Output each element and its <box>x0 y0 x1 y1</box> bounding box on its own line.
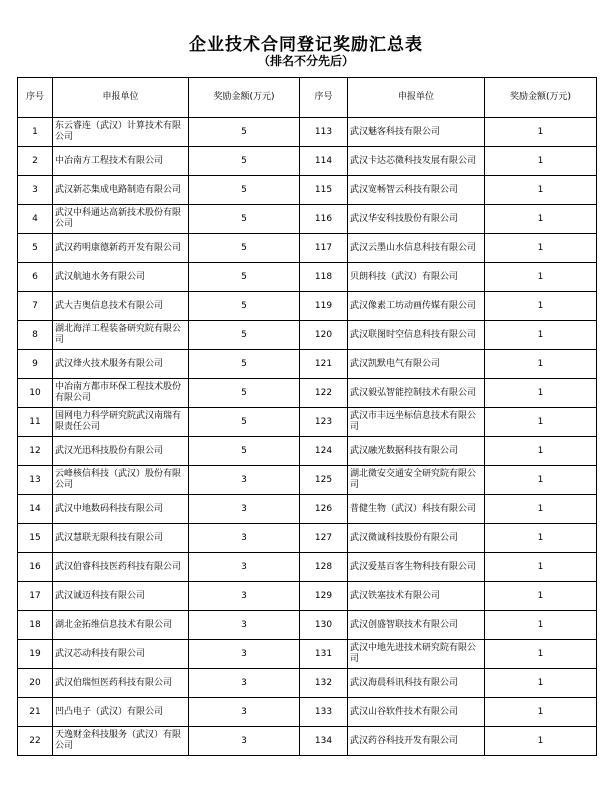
seq-number-cell: 1 <box>18 118 53 147</box>
applicant-unit-cell: 武汉烽火技术服务有限公司 <box>53 350 189 379</box>
award-amount-cell: 1 <box>485 321 597 350</box>
applicant-unit-cell: 湖北金拓维信息技术有限公司 <box>53 611 189 640</box>
award-amount-cell: 1 <box>485 176 597 205</box>
table-header-row <box>18 78 597 118</box>
applicant-unit-cell: 武大吉奥信息技术有限公司 <box>53 292 189 321</box>
applicant-unit-cell: 武汉航迪水务有限公司 <box>53 263 189 292</box>
applicant-unit-cell: 凹凸电子（武汉）有限公司 <box>53 698 189 727</box>
award-amount-cell: 1 <box>485 118 597 147</box>
award-amount-cell: 1 <box>485 495 597 524</box>
seq-number-cell: 7 <box>18 292 53 321</box>
award-amount-cell: 3 <box>189 582 300 611</box>
table-row <box>18 669 597 698</box>
applicant-unit-cell: 武汉新芯集成电路制造有限公司 <box>53 176 189 205</box>
seq-number-cell: 125 <box>300 466 348 495</box>
award-amount-cell: 1 <box>485 611 597 640</box>
award-amount-cell: 1 <box>485 292 597 321</box>
seq-number-cell: 114 <box>300 147 348 176</box>
applicant-unit-cell: 武汉药谷科技开发有限公司 <box>348 727 485 756</box>
header-unit-left: 申报单位 <box>53 78 189 118</box>
seq-number-cell: 120 <box>300 321 348 350</box>
award-amount-cell: 5 <box>189 292 300 321</box>
applicant-unit-cell: 武汉凯默电气有限公司 <box>348 350 485 379</box>
applicant-unit-cell: 武汉伯睿科技医药科技有限公司 <box>53 553 189 582</box>
page-subtitle: （排名不分先后） <box>257 54 354 68</box>
applicant-unit-cell: 武汉微诚科技股份有限公司 <box>348 524 485 553</box>
award-amount-cell: 5 <box>189 176 300 205</box>
applicant-unit-cell: 武汉宽畅智云科技有限公司 <box>348 176 485 205</box>
table-row <box>18 437 597 466</box>
award-amount-cell: 1 <box>485 640 597 669</box>
award-amount-cell: 1 <box>485 147 597 176</box>
seq-number-cell: 8 <box>18 321 53 350</box>
award-amount-cell: 5 <box>189 118 300 147</box>
award-amount-cell: 5 <box>189 205 300 234</box>
applicant-unit-cell: 武汉伯瑞恒医药科技有限公司 <box>53 669 189 698</box>
seq-number-cell: 121 <box>300 350 348 379</box>
seq-number-cell: 13 <box>18 466 53 495</box>
table-row <box>18 466 597 495</box>
applicant-unit-cell: 武汉芯动科技有限公司 <box>53 640 189 669</box>
seq-number-cell: 129 <box>300 582 348 611</box>
seq-number-cell: 124 <box>300 437 348 466</box>
page-title: 企业技术合同登记奖励汇总表 <box>189 35 423 55</box>
award-amount-cell: 3 <box>189 698 300 727</box>
award-amount-cell: 5 <box>189 408 300 437</box>
table-row <box>18 727 597 756</box>
header-amount-right: 奖励金额(万元) <box>485 78 597 118</box>
table-row <box>18 379 597 408</box>
seq-number-cell: 18 <box>18 611 53 640</box>
award-amount-cell: 3 <box>189 524 300 553</box>
header-unit-right: 申报单位 <box>348 78 485 118</box>
award-amount-cell: 1 <box>485 466 597 495</box>
table-row <box>18 582 597 611</box>
applicant-unit-cell: 东云睿连（武汉）计算技术有限公司 <box>53 118 189 147</box>
seq-number-cell: 11 <box>18 408 53 437</box>
award-amount-cell: 1 <box>485 582 597 611</box>
applicant-unit-cell: 武汉爱基百客生物科技有限公司 <box>348 553 485 582</box>
applicant-unit-cell: 武汉光迅科技股份有限公司 <box>53 437 189 466</box>
award-amount-cell: 1 <box>485 524 597 553</box>
seq-number-cell: 6 <box>18 263 53 292</box>
award-amount-cell: 3 <box>189 611 300 640</box>
seq-number-cell: 115 <box>300 176 348 205</box>
table-row <box>18 118 597 147</box>
applicant-unit-cell: 武汉云墨山水信息科技有限公司 <box>348 234 485 263</box>
seq-number-cell: 122 <box>300 379 348 408</box>
seq-number-cell: 17 <box>18 582 53 611</box>
seq-number-cell: 4 <box>18 205 53 234</box>
seq-number-cell: 131 <box>300 640 348 669</box>
applicant-unit-cell: 天逸财金科技服务（武汉）有限公司 <box>53 727 189 756</box>
seq-number-cell: 117 <box>300 234 348 263</box>
award-amount-cell: 5 <box>189 147 300 176</box>
applicant-unit-cell: 武汉联图时空信息科技有限公司 <box>348 321 485 350</box>
applicant-unit-cell: 武汉铁塞技术有限公司 <box>348 582 485 611</box>
table-row <box>18 408 597 437</box>
seq-number-cell: 118 <box>300 263 348 292</box>
seq-number-cell: 113 <box>300 118 348 147</box>
table-row <box>18 350 597 379</box>
applicant-unit-cell: 武汉诚迈科技有限公司 <box>53 582 189 611</box>
seq-number-cell: 21 <box>18 698 53 727</box>
applicant-unit-cell: 武汉海晨科讯科技有限公司 <box>348 669 485 698</box>
table-row <box>18 263 597 292</box>
table-row <box>18 234 597 263</box>
seq-number-cell: 16 <box>18 553 53 582</box>
award-amount-cell: 1 <box>485 234 597 263</box>
applicant-unit-cell: 普健生物（武汉）科技有限公司 <box>348 495 485 524</box>
seq-number-cell: 20 <box>18 669 53 698</box>
applicant-unit-cell: 贝朗科技（武汉）有限公司 <box>348 263 485 292</box>
award-amount-cell: 5 <box>189 321 300 350</box>
seq-number-cell: 3 <box>18 176 53 205</box>
award-amount-cell: 3 <box>189 553 300 582</box>
seq-number-cell: 19 <box>18 640 53 669</box>
applicant-unit-cell: 湖北微安交通安全研究院有限公司 <box>348 466 485 495</box>
applicant-unit-cell: 武汉融光数据科技有限公司 <box>348 437 485 466</box>
seq-number-cell: 116 <box>300 205 348 234</box>
award-amount-cell: 1 <box>485 727 597 756</box>
award-amount-cell: 5 <box>189 437 300 466</box>
seq-number-cell: 130 <box>300 611 348 640</box>
seq-number-cell: 22 <box>18 727 53 756</box>
table-row <box>18 176 597 205</box>
award-amount-cell: 3 <box>189 466 300 495</box>
seq-number-cell: 134 <box>300 727 348 756</box>
seq-number-cell: 133 <box>300 698 348 727</box>
award-amount-cell: 1 <box>485 350 597 379</box>
applicant-unit-cell: 武汉魅客科技有限公司 <box>348 118 485 147</box>
award-amount-cell: 3 <box>189 727 300 756</box>
seq-number-cell: 14 <box>18 495 53 524</box>
applicant-unit-cell: 武汉毅弘智能控制技术有限公司 <box>348 379 485 408</box>
applicant-unit-cell: 武汉卡达芯微科技发展有限公司 <box>348 147 485 176</box>
seq-number-cell: 132 <box>300 669 348 698</box>
applicant-unit-cell: 武汉像素工坊动画传媒有限公司 <box>348 292 485 321</box>
award-amount-cell: 5 <box>189 350 300 379</box>
award-amount-cell: 1 <box>485 669 597 698</box>
award-amount-cell: 1 <box>485 263 597 292</box>
seq-number-cell: 5 <box>18 234 53 263</box>
applicant-unit-cell: 武汉药明康德新药开发有限公司 <box>53 234 189 263</box>
table-row <box>18 553 597 582</box>
header-seq-right: 序号 <box>300 78 348 118</box>
table-row <box>18 640 597 669</box>
seq-number-cell: 12 <box>18 437 53 466</box>
applicant-unit-cell: 武汉中地数码科技有限公司 <box>53 495 189 524</box>
applicant-unit-cell: 武汉山谷软件技术有限公司 <box>348 698 485 727</box>
award-amount-cell: 3 <box>189 495 300 524</box>
table-body <box>18 118 597 756</box>
award-amount-cell: 3 <box>189 640 300 669</box>
award-amount-cell: 1 <box>485 205 597 234</box>
applicant-unit-cell: 国网电力科学研究院武汉南瑞有限责任公司 <box>53 408 189 437</box>
table-row <box>18 611 597 640</box>
table-row <box>18 205 597 234</box>
seq-number-cell: 126 <box>300 495 348 524</box>
table-row <box>18 495 597 524</box>
table-row <box>18 147 597 176</box>
applicant-unit-cell: 武汉中科通达高新技术股份有限公司 <box>53 205 189 234</box>
award-amount-cell: 5 <box>189 379 300 408</box>
applicant-unit-cell: 云峰核信科技（武汉）股份有限公司 <box>53 466 189 495</box>
table-row <box>18 698 597 727</box>
award-amount-cell: 5 <box>189 263 300 292</box>
applicant-unit-cell: 湖北海洋工程装备研究院有限公司 <box>53 321 189 350</box>
seq-number-cell: 128 <box>300 553 348 582</box>
award-amount-cell: 1 <box>485 553 597 582</box>
header-seq-left: 序号 <box>18 78 53 118</box>
seq-number-cell: 15 <box>18 524 53 553</box>
applicant-unit-cell: 武汉创盛智联技术有限公司 <box>348 611 485 640</box>
award-amount-cell: 3 <box>189 669 300 698</box>
seq-number-cell: 10 <box>18 379 53 408</box>
applicant-unit-cell: 中冶南方都市环保工程技术股份有限公司 <box>53 379 189 408</box>
applicant-unit-cell: 武汉市丰远坐标信息技术有限公司 <box>348 408 485 437</box>
seq-number-cell: 127 <box>300 524 348 553</box>
award-amount-cell: 1 <box>485 379 597 408</box>
header-amount-left: 奖励金额(万元) <box>189 78 300 118</box>
award-amount-cell: 1 <box>485 437 597 466</box>
award-amount-cell: 1 <box>485 698 597 727</box>
applicant-unit-cell: 武汉中地先进技术研究院有限公司 <box>348 640 485 669</box>
award-amount-cell: 5 <box>189 234 300 263</box>
table-row <box>18 524 597 553</box>
applicant-unit-cell: 武汉华安科技股份有限公司 <box>348 205 485 234</box>
seq-number-cell: 2 <box>18 147 53 176</box>
table-row <box>18 321 597 350</box>
award-summary-table <box>17 77 597 756</box>
applicant-unit-cell: 武汉慧联无限科技有限公司 <box>53 524 189 553</box>
seq-number-cell: 119 <box>300 292 348 321</box>
award-amount-cell: 1 <box>485 408 597 437</box>
seq-number-cell: 123 <box>300 408 348 437</box>
table-row <box>18 292 597 321</box>
seq-number-cell: 9 <box>18 350 53 379</box>
applicant-unit-cell: 中冶南方工程技术有限公司 <box>53 147 189 176</box>
